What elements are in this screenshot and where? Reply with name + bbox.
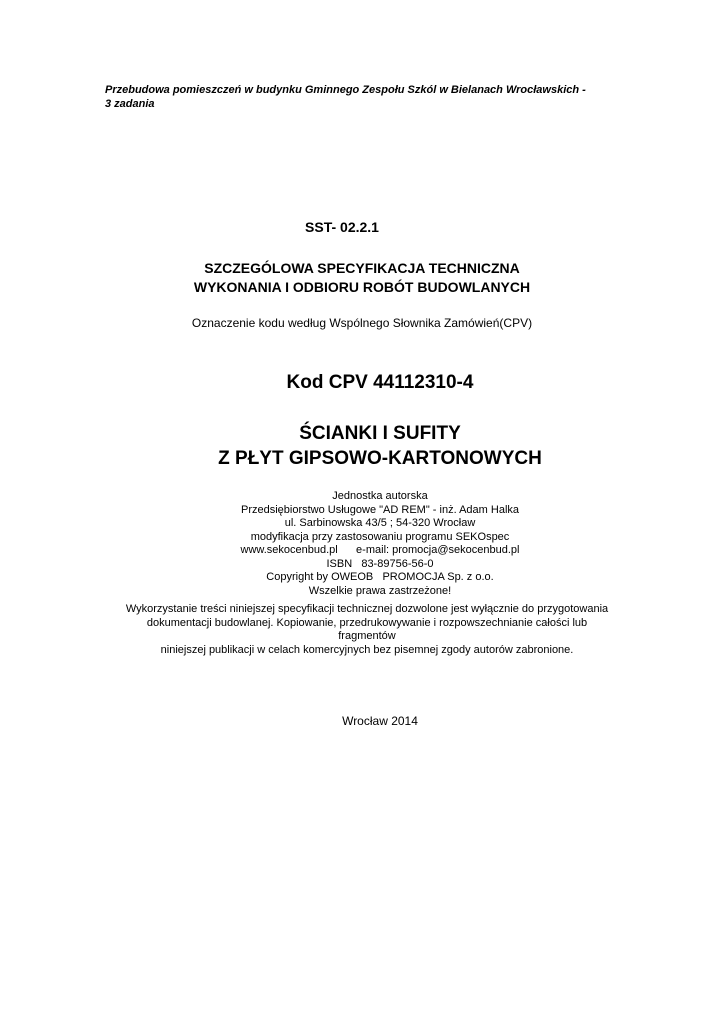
subject-title [18,421,724,471]
author-copyright: Copyright by OWEOB PROMOCJA Sp. z o.o. [266,571,494,583]
cpv-code: Kod CPV 44112310-4 [286,372,474,393]
author-website-email: www.sekocenbud.pl e-mail: promocja@sekocenbud.pl [240,544,520,556]
specification-title [0,259,724,297]
author-company: Przedsiębiorstwo Usługowe "AD REM" - inż. Adam Halka [240,503,520,516]
subject-title-line-2: Z PŁYT GIPSOWO-KARTONOWYCH [218,448,542,469]
legal-notice-line-1: Wykorzystanie treści niniejszej specyfikacji technicznej dozwolone jest wyłącznie do przygotowania [125,603,609,615]
author-address: ul. Sarbinowska 43/5 ; 54-320 Wrocław [284,517,476,529]
project-header-note: Przebudowa pomieszczeń w budynku Gminnego Zespołu Szkól w Bielanach Wrocławskich - 3 zadania [105,84,586,110]
author-modification: modyfikacja przy zastosowaniu programu SEKOspec [250,530,510,543]
specification-title-line-1: SZCZEGÓLOWA SPECYFIKACJA TECHNICZNA [204,260,520,276]
legal-notice-line-2: dokumentacji budowlanej. Kopiowanie, przedrukowywanie i rozpowszechnianie całości lub [146,616,588,629]
legal-notice-line-3: fragmentów [338,630,396,642]
subject-title-line-1: ŚCIANKI I SUFITY [299,423,461,444]
legal-notice [5,603,724,657]
place-date: Wrocław 2014 [342,714,418,728]
author-isbn: ISBN 83-89756-56-0 [326,557,434,570]
sst-code: SST- 02.2.1 [305,219,379,235]
legal-notice-line-4: niniejszej publikacji w celach komercyjnych bez pisemnej zgody autorów zabronione. [160,643,574,656]
author-rights: Wszelkie prawa zastrzeżone! [308,584,452,597]
specification-title-line-2: WYKONANIA I ODBIORU ROBÓT BUDOWLANYCH [193,279,531,295]
cpv-note: Oznaczenie kodu według Wspólnego Słownika Zamówień(CPV) [191,316,533,330]
author-unit-label: Jednostka autorska [332,490,428,502]
author-block [18,490,724,598]
